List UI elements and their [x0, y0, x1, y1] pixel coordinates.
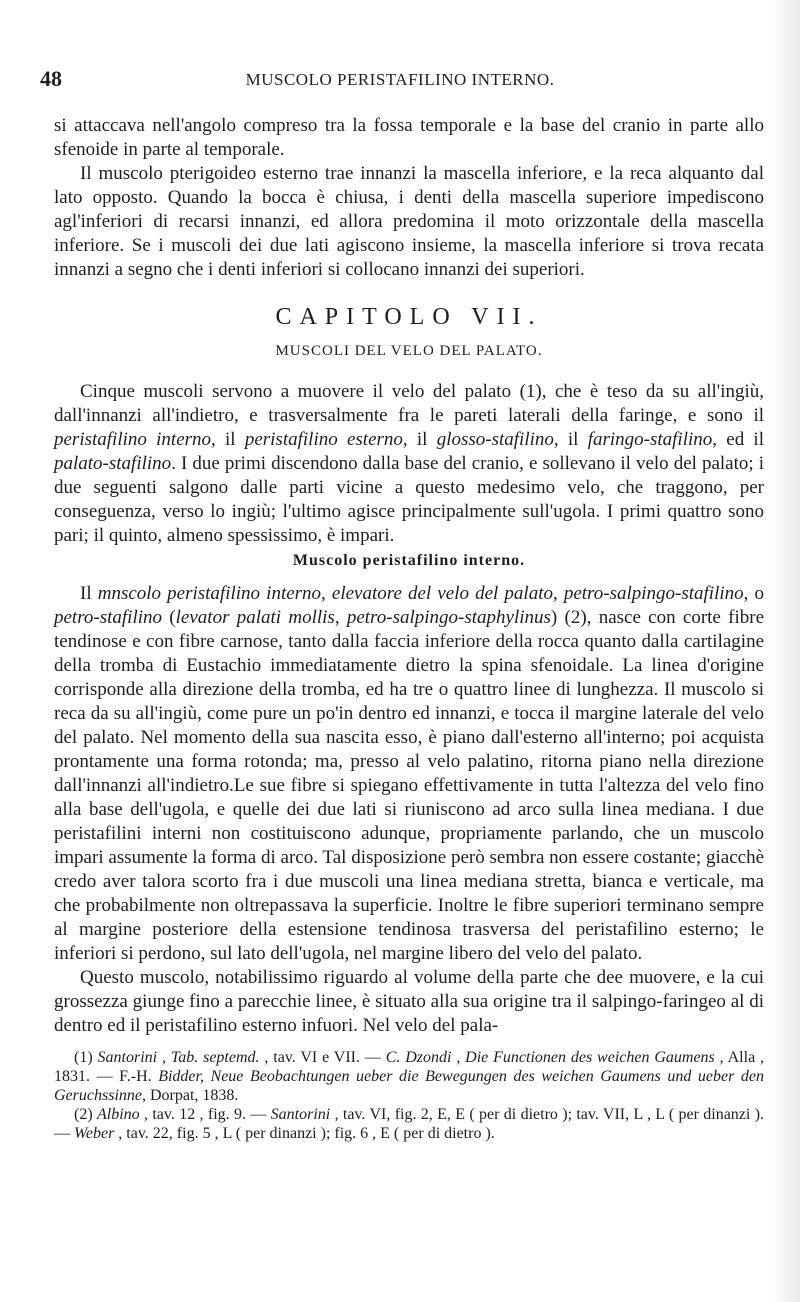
text-run: (	[162, 607, 176, 628]
footnote-1	[54, 1048, 764, 1105]
text-run: , il	[553, 429, 588, 450]
chapter-title: CAPITOLO VII.	[275, 304, 543, 330]
text-run: ) (2), nasce con corte fibre tendinose e con fibre carnose, tanto dalla faccia inferiore della rocca quanto dalla cartilagine della tromba di Eustachio immediatamente dietro la spina sfenoidale. La linea d'origine corrisponde alla direzione della tromba, ed ha tre o quattro linee di lunghezza. Il muscolo si reca da su all'ingiù, come pure un po'in dentro ed innanzi, e tocca il margine laterale del velo del palato. Nel momento della sua nascita esso, è piano dall'esterno all'interno; poi acquista prontamente una forma rotonda; ma, presso al velo palatino, ritorna piano nella direzione dall'innanzi all'indietro.Le sue fibre si spiegano effettivamente in tutta l'altezza del velo fino alla base dell'ugola, e quelle dei due lati si riuniscono ad arco sulla linea mediana. I due peristafilini interni non costituiscono adunque, propriamente parlando, che un muscolo impari assumente la forma di arco. Tal disposizione però sembra non essere costante; giacchè credo aver talora scorto fra i due muscoli una linea mediana stretta, bianca e verticale, ma che probabilmente non oltrepassava la superficie. Inoltre le fibre superiori terminano sempre al margine posteriore della estensione tendinosa trasversa del peristafilino esterno; le inferiori si perdono, sul lato dell'ugola, nel margine libero del velo del palato.	[54, 607, 765, 964]
cinque-muscoli-paragraph	[54, 380, 764, 548]
text-run: , Dorpat, 1838.	[141, 1087, 239, 1104]
muscle-name: peristafilino esterno	[244, 429, 403, 450]
text-run: , o	[743, 583, 765, 604]
text-run: , tav. 22, fig. 5 , L ( per dinanzi ); fig. 6 , E ( per di dietro ).	[114, 1125, 495, 1142]
citation: Albino	[97, 1106, 140, 1123]
continuation-paragraph: si attaccava nell'angolo compreso tra la fossa temporale e la base del cranio in parte allo sfenoide in parte al temporale.	[54, 115, 764, 160]
citation: Weber	[74, 1125, 115, 1142]
footnote-2	[54, 1105, 764, 1143]
citation: Santorini , Tab. septemd.	[97, 1049, 260, 1066]
pterygoid-paragraph: Il muscolo pterigoideo esterno trae innanzi la mascella inferiore, e la reca alquanto dal lato opposto. Quando la bocca è chiusa, i denti della mascella superiore impediscono agl'inferiori di recarsi innanzi, ed allora predomina il moto orizzontale della mascella inferiore. Se i muscoli dei due lati agiscono insieme, la mascella inferiore si trova recata innanzi a segno che i denti inferiori si collocano innanzi dei superiori.	[54, 163, 764, 280]
text-run: Cinque muscoli servono a muovere il velo del palato (1), che è teso da su all'ingiù, dall'innanzi all'indietro, e trasversalmente fra le pareti laterali della faringe, e sono il	[54, 381, 764, 426]
text-run: (1)	[74, 1049, 98, 1066]
page-edge-shadow	[774, 0, 800, 1302]
subsection-title: Muscolo peristafilino interno.	[292, 552, 526, 569]
muscle-name: mnscolo peristafilino interno, elevatore del velo del palato	[97, 583, 553, 604]
footnotes	[54, 1048, 764, 1143]
citation: Santorini	[270, 1106, 331, 1123]
text-run: , tav. VI, fig. 2, E, E ( per di dietro ); tav. VII, L , L ( per dinanzi ). —	[54, 1106, 765, 1142]
muscle-name: peristafilino interno	[54, 429, 212, 450]
text-run: , tav. 12 , fig. 9. —	[139, 1106, 271, 1123]
latin-name: petro-salpingo-staphylinus	[346, 607, 551, 628]
page-number: 48	[40, 66, 62, 91]
muscolo-description-paragraph	[54, 582, 764, 966]
text-run: (2)	[74, 1106, 97, 1123]
muscle-name: petro-salpingo-stafilino	[563, 583, 744, 604]
muscle-name: glosso-stafilino	[436, 429, 554, 450]
citation: Bidder, Neue Beobachtungen ueber die Bewegungen des weichen Gaumens und ueber den Geruchssinne	[54, 1068, 764, 1104]
chapter-subtitle: MUSCOLI DEL VELO DEL PALATO.	[275, 343, 543, 359]
text-run: , il	[211, 429, 245, 450]
questo-muscolo-paragraph: Questo muscolo, notabilissimo riguardo al volume della parte che dee muovere, e la cui grossezza giunge fino a parecchie linee, è situato alla sua origine tra il salpingo-faringeo al di dentro ed il peristafilino esterno infuori. Nel velo del pala-	[54, 967, 764, 1036]
text-run: , tav. VI e VII. —	[259, 1049, 386, 1066]
text-run: Il	[80, 583, 98, 604]
running-head: MUSCOLO PERISTAFILINO INTERNO.	[245, 70, 555, 89]
text-run: ,	[334, 607, 347, 628]
latin-name: levator palati mollis	[175, 607, 335, 628]
muscle-name: palato-stafilino	[54, 453, 172, 474]
text-run: . I due primi discendono dalla base del cranio, e sollevano il velo del palato; i due seguenti salgono dalle parti vicine a questo medesimo velo, che traggono, per conseguenza, verso lo ingiù; l'ultimo agisce principalmente sull'ugola. I primi quattro sono pari; il quinto, almeno spessissimo, è impari.	[54, 453, 764, 546]
text-run: , ed il	[712, 429, 764, 450]
citation: C. Dzondi , Die Functionen des weichen Gaumens	[385, 1049, 715, 1066]
text-run: ,	[552, 583, 564, 604]
text-run: , il	[402, 429, 437, 450]
muscle-name: petro-stafilino	[54, 607, 163, 628]
muscle-name: faringo-stafilino	[587, 429, 713, 450]
text-run: , Alla , 1831. — F.-H.	[54, 1049, 765, 1085]
